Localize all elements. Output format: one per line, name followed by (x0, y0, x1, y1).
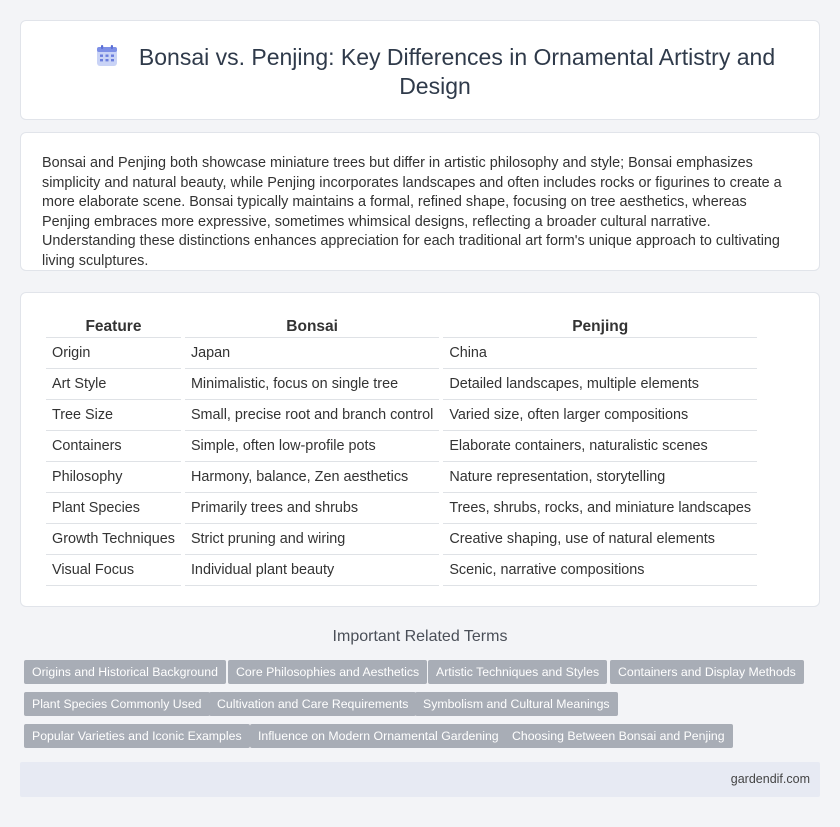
related-term-tag[interactable]: Cultivation and Care Requirements (209, 692, 416, 716)
cell-penjing: Elaborate containers, naturalistic scenes (443, 431, 757, 462)
cell-feature: Philosophy (46, 462, 181, 493)
column-header-bonsai: Bonsai (185, 316, 439, 338)
cell-feature: Visual Focus (46, 555, 181, 586)
footer (20, 762, 820, 797)
cell-penjing: China (443, 338, 757, 369)
comparison-card (20, 292, 820, 607)
related-term-tag[interactable]: Popular Varieties and Iconic Examples (24, 724, 250, 748)
cell-penjing: Scenic, narrative compositions (443, 555, 757, 586)
cell-bonsai: Individual plant beauty (185, 555, 439, 586)
related-term-tag[interactable]: Origins and Historical Background (24, 660, 226, 684)
cell-bonsai: Primarily trees and shrubs (185, 493, 439, 524)
related-term-tag[interactable]: Choosing Between Bonsai and Penjing (504, 724, 733, 748)
cell-penjing: Detailed landscapes, multiple elements (443, 369, 757, 400)
cell-penjing: Nature representation, storytelling (443, 462, 757, 493)
intro-card (20, 132, 820, 271)
table-row (46, 524, 757, 555)
table-row (46, 400, 757, 431)
comparison-table (42, 316, 761, 586)
page-title (81, 43, 789, 101)
related-terms-title: Important Related Terms (332, 628, 508, 645)
cell-feature: Plant Species (46, 493, 181, 524)
column-header-feature: Feature (46, 316, 181, 338)
table-row (46, 369, 757, 400)
cell-feature: Tree Size (46, 400, 181, 431)
page-title-text: Bonsai vs. Penjing: Key Differences in Ornamental Artistry and Design (138, 44, 776, 99)
related-term-tag[interactable]: Core Philosophies and Aesthetics (228, 660, 427, 684)
related-term-tag[interactable]: Artistic Techniques and Styles (428, 660, 607, 684)
column-header-penjing: Penjing (443, 316, 757, 338)
table-row (46, 555, 757, 586)
footer-site-link[interactable]: gardendif.com (730, 772, 810, 786)
cell-feature: Origin (46, 338, 181, 369)
cell-bonsai: Minimalistic, focus on single tree (185, 369, 439, 400)
cell-penjing: Trees, shrubs, rocks, and miniature landscapes (443, 493, 757, 524)
intro-paragraph: Bonsai and Penjing both showcase miniature trees but differ in artistic philosophy and style; Bonsai emphasizes simplicity and natural beauty, while Penjing incorporates landscapes and often includes rocks or figurines to create a more elaborate scene. Bonsai typically maintains a formal, refined shape, focusing on tree aesthetics, whereas Penjing embraces more expressive, sometimes whimsical designs, reflecting a broader cultural narrative. Understanding these distinctions enhances appreciation for each traditional art form's unique approach to cultivating living sculptures. (42, 155, 782, 269)
related-term-tag[interactable]: Symbolism and Cultural Meanings (415, 692, 618, 716)
related-term-tag[interactable]: Influence on Modern Ornamental Gardening (250, 724, 507, 748)
table-row (46, 493, 757, 524)
table-row (46, 431, 757, 462)
cell-bonsai: Strict pruning and wiring (185, 524, 439, 555)
cell-penjing: Varied size, often larger compositions (443, 400, 757, 431)
related-term-tag[interactable]: Plant Species Commonly Used (24, 692, 210, 716)
cell-bonsai: Harmony, balance, Zen aesthetics (185, 462, 439, 493)
table-row (46, 338, 757, 369)
cell-bonsai: Simple, often low-profile pots (185, 431, 439, 462)
cell-feature: Containers (46, 431, 181, 462)
cell-feature: Art Style (46, 369, 181, 400)
calendar-grid-icon (95, 44, 119, 68)
cell-feature: Growth Techniques (46, 524, 181, 555)
header-card (20, 20, 820, 120)
cell-bonsai: Japan (185, 338, 439, 369)
table-row (46, 462, 757, 493)
related-term-tag[interactable]: Containers and Display Methods (610, 660, 804, 684)
table-header-row (46, 316, 757, 338)
cell-bonsai: Small, precise root and branch control (185, 400, 439, 431)
cell-penjing: Creative shaping, use of natural elements (443, 524, 757, 555)
